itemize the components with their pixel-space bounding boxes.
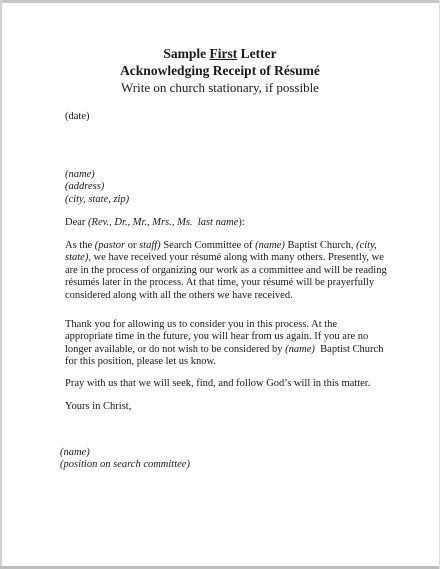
recipient-address: (address) xyxy=(65,181,105,193)
signature-block xyxy=(60,447,390,472)
closing: Yours in Christ, xyxy=(65,401,132,412)
recipient-name: (name) xyxy=(65,169,95,180)
stationery-instruction: Write on church stationary, if possible xyxy=(121,80,319,95)
page-subtitle: Acknowledging Receipt of Résumé xyxy=(120,63,320,78)
date-placeholder: (date) xyxy=(65,111,90,122)
signer-position: (position on search committee) xyxy=(60,459,190,471)
letter-header xyxy=(0,45,440,96)
paragraph-thank-you: Thank you for allowing us to consider you in this process. At the appropriate time in the future, you will hear from us again. If you are no longer available, or do not wish to be considered by (name) Baptist Church for this position, please let us know. xyxy=(65,319,384,368)
signer-name: (name) xyxy=(60,447,90,458)
salutation: Dear (Rev., Dr., Mr., Mrs., Ms. last name): xyxy=(65,217,245,228)
paragraph-prayer: Pray with us that we will seek, find, and follow God’s will in this matter. xyxy=(65,378,371,389)
page-title: Sample First Letter xyxy=(163,46,277,61)
recipient-city-state-zip: (city, state, zip) xyxy=(65,193,130,205)
paragraph-acknowledgement: As the (pastor or staff) Search Committee of (name) Baptist Church, (city, state), we have received your résumé along with many others. Presently, we are in the process of organizing our work as a committee and will be reading résumés later in the process. At that time, your résumé will be prayerfully considered along with all the others we have received. xyxy=(65,240,387,301)
title-underlined-word: First xyxy=(209,46,238,61)
recipient-address-block xyxy=(65,169,395,206)
scan-edge-top xyxy=(0,0,440,3)
